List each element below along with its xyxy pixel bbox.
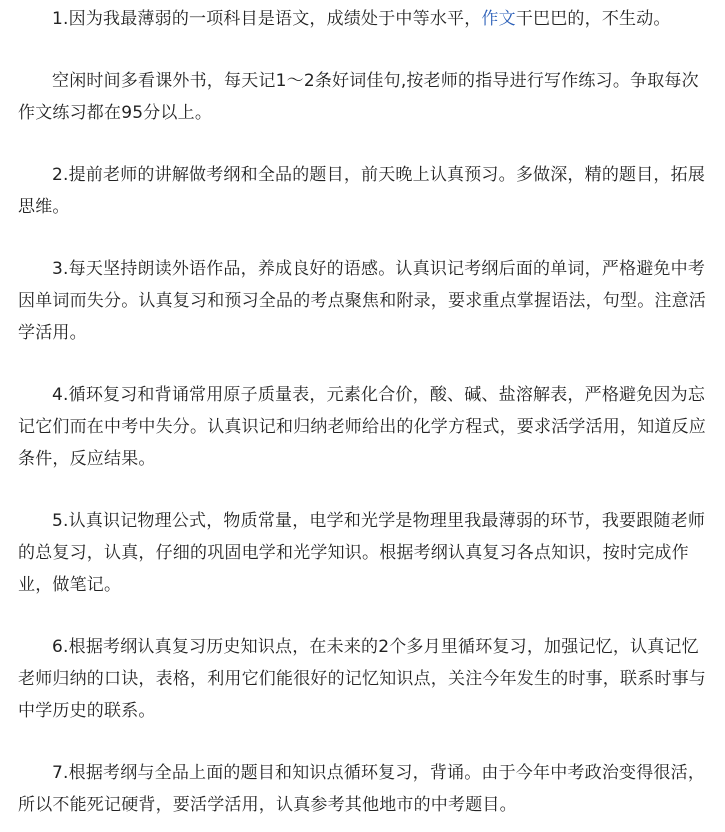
paragraph-7: 6.根据考纲认真复习历史知识点，在未来的2个多月里循环复习，加强记忆，认真记忆老师归纳的口诀，表格，利用它们能很好的记忆知识点，关注今年发生的时事，联系时事与中学历史的联系。 bbox=[18, 637, 706, 721]
paragraph-4: 3.每天坚持朗读外语作品，养成良好的语感。认真识记考纲后面的单词，严格避免中考因单词而失分。认真复习和预习全品的考点聚焦和附录，要求重点掌握语法，句型。注意活学活用。 bbox=[18, 259, 706, 343]
paragraph-1 bbox=[18, 3, 707, 35]
paragraph-2: 空闲时间多看课外书，每天记1～2条好词佳句,按老师的指导进行写作练习。争取每次作文练习都在95分以上。 bbox=[18, 71, 699, 123]
paragraph-1-text-start: 1.因为我最薄弱的一项科目是语文，成绩处于中等水平， bbox=[52, 9, 482, 29]
paragraph-5: 4.循环复习和背诵常用原子质量表，元素化合价，酸、碱、盐溶解表，严格避免因为忘记它们而在中考中失分。认真识记和归纳老师给出的化学方程式，要求活学活用，知道反应条件，反应结果。 bbox=[18, 385, 706, 469]
paragraph-1-text-end: 干巴巴的，不生动。 bbox=[515, 9, 671, 29]
composition-link[interactable]: 作文 bbox=[481, 9, 516, 29]
paragraph-8: 7.根据考纲与全品上面的题目和知识点循环复习，背诵。由于今年中考政治变得很活，所以不能死记硬背，要活学活用，认真参考其他地市的中考题目。 bbox=[18, 763, 706, 815]
paragraph-3: 2.提前老师的讲解做考纲和全品的题目，前天晚上认真预习。多做深，精的题目，拓展思维。 bbox=[18, 165, 706, 217]
paragraph-6: 5.认真识记物理公式，物质常量，电学和光学是物理里我最薄弱的环节，我要跟随老师的总复习，认真，仔细的巩固电学和光学知识。根据考纲认真复习各点知识，按时完成作业，做笔记。 bbox=[18, 511, 706, 595]
